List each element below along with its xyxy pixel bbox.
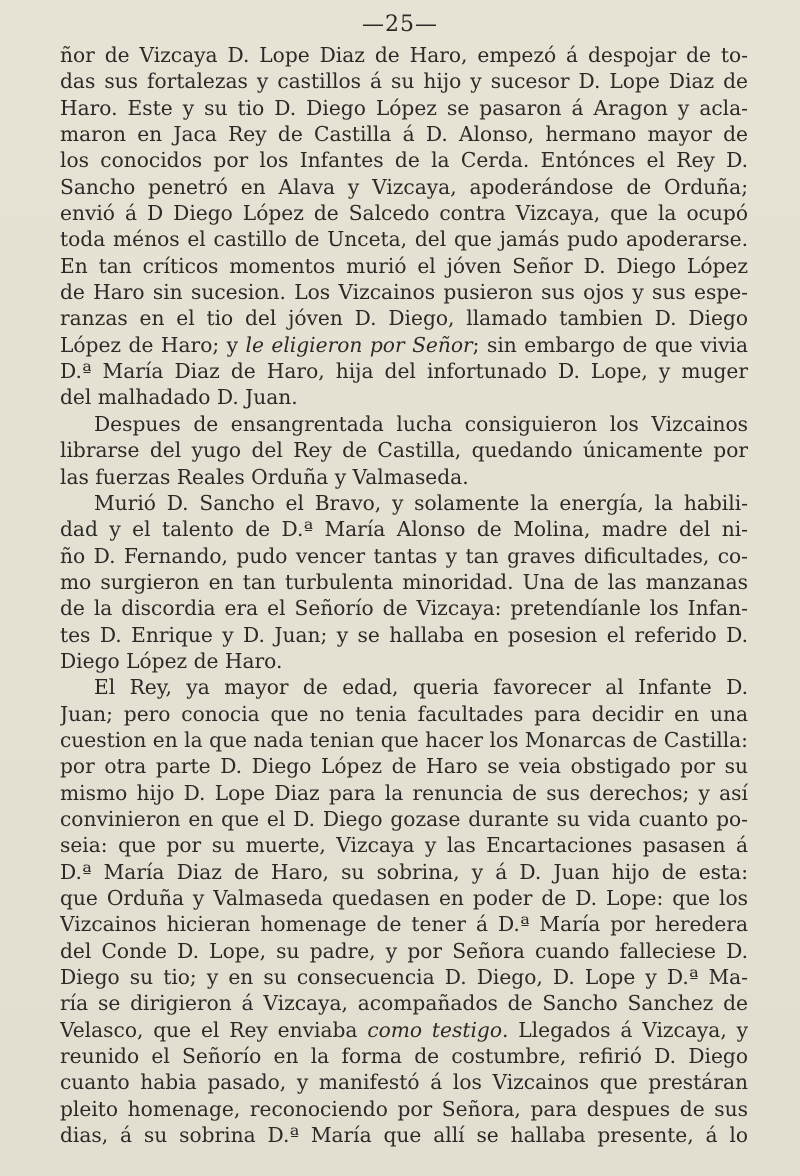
text-line: dias, á su sobrina D.ª María que allí se hallaba presente, á lo (60, 1123, 748, 1148)
text-line: D.ª María Diaz de Haro, su sobrina, y á D. Juan hijo de esta: (60, 859, 748, 884)
text-line: ría se dirigieron á Vizcaya, acompañados de Sancho Sanchez de (60, 991, 748, 1016)
italic-phrase: le eligieron por Señor (245, 332, 473, 357)
text-line: seia: que por su muerte, Vizcaya y las Encartaciones pasasen á (60, 833, 748, 858)
text-line: mo surgieron en tan turbulenta minoridad. Una de las manzanas (60, 569, 748, 594)
text-line: maron en Jaca Rey de Castilla á D. Alonso, hermano mayor de (60, 122, 748, 147)
body-text (60, 42, 748, 1148)
text-line: mismo hijo D. Lope Diaz para la renuncia de sus derechos; y así (60, 780, 748, 805)
text-segment: . Llegados á Vizcaya, y (502, 1017, 748, 1042)
text-line: que Orduña y Valmaseda quedasen en poder de D. Lope: que los (60, 886, 748, 910)
text-line: reunido el Señorío en la forma de costumbre, refirió D. Diego (60, 1044, 748, 1069)
text-line: de Haro sin sucesion. Los Vizcainos pusieron sus ojos y sus espe- (60, 280, 748, 305)
text-line: cuanto habia pasado, y manifestó á los Vizcainos que prestáran (60, 1070, 748, 1095)
text-segment: ; sin embargo de que vivia (472, 332, 748, 357)
text-line: El Rey, ya mayor de edad, queria favorecer al Infante D. (94, 675, 748, 700)
text-line: Murió D. Sancho el Bravo, y solamente la energía, la habili- (94, 490, 748, 515)
text-line: Diego su tio; y en su consecuencia D. Diego, D. Lope y D.ª Ma- (60, 965, 748, 990)
text-segment: López de Haro; y (60, 332, 246, 357)
italic-phrase: como testigo (367, 1017, 502, 1042)
text-line: cuestion en la que nada tenian que hacer los Monarcas de Castilla: (60, 727, 748, 752)
text-line: del Conde D. Lope, su padre, y por Señora cuando falleciese D. (60, 938, 748, 963)
text-line: ranzas en el tio del jóven D. Diego, llamado tambien D. Diego (60, 306, 748, 331)
text-line: En tan críticos momentos murió el jóven Señor D. Diego López (60, 253, 748, 278)
text-line: librarse del yugo del Rey de Castilla, quedando únicamente por (60, 438, 748, 463)
text-line: los conocidos por los Infantes de la Cerda. Entónces el Rey D. (60, 148, 748, 173)
text-segment: Velasco, que el Rey enviaba (60, 1017, 368, 1042)
text-line: Haro. Este y su tio D. Diego López se pasaron á Aragon y acla- (60, 95, 748, 120)
text-line: ñor de Vizcaya D. Lope Diaz de Haro, empezó á despojar de to- (60, 43, 748, 67)
text-line: Despues de ensangrentada lucha consiguieron los Vizcainos (94, 411, 748, 436)
text-line: del malhadado D. Juan. (60, 385, 298, 410)
text-line: pleito homenage, reconociendo por Señora, para despues de sus (60, 1096, 748, 1121)
text-line: dad y el talento de D.ª María Alonso de Molina, madre del ni- (60, 517, 748, 542)
text-line: de la discordia era el Señorío de Vizcaya: pretendíanle los Infan- (60, 596, 748, 621)
text-line: por otra parte D. Diego López de Haro se veia obstigado por su (60, 754, 748, 779)
text-line: Vizcainos hicieran homenage de tener á D.ª María por heredera (60, 912, 748, 937)
text-line: las fuerzas Reales Orduña y Valmaseda. (60, 464, 469, 489)
text-line: convinieron en que el D. Diego gozase durante su vida cuanto po- (60, 806, 748, 831)
text-line: Juan; pero conocia que no tenia facultades para decidir en una (60, 701, 748, 726)
text-line (60, 1017, 748, 1043)
text-line: tes D. Enrique y D. Juan; y se hallaba en posesion el referido D. (60, 622, 748, 647)
text-line: Sancho penetró en Alava y Vizcaya, apoderándose de Orduña; (60, 174, 748, 199)
text-line (60, 332, 748, 358)
page-number: —25— (362, 12, 438, 37)
text-line: toda ménos el castillo de Unceta, del que jamás pudo apoderarse. (60, 227, 748, 252)
text-line: ño D. Fernando, pudo vencer tantas y tan graves dificultades, co- (60, 543, 748, 568)
text-line: Diego López de Haro. (60, 648, 283, 673)
text-line: D.ª María Diaz de Haro, hija del infortunado D. Lope, y muger (60, 359, 748, 384)
text-line: envió á D Diego López de Salcedo contra Vizcaya, que la ocupó (60, 201, 748, 226)
text-line: das sus fortalezas y castillos á su hijo y sucesor D. Lope Diaz de (60, 69, 748, 94)
